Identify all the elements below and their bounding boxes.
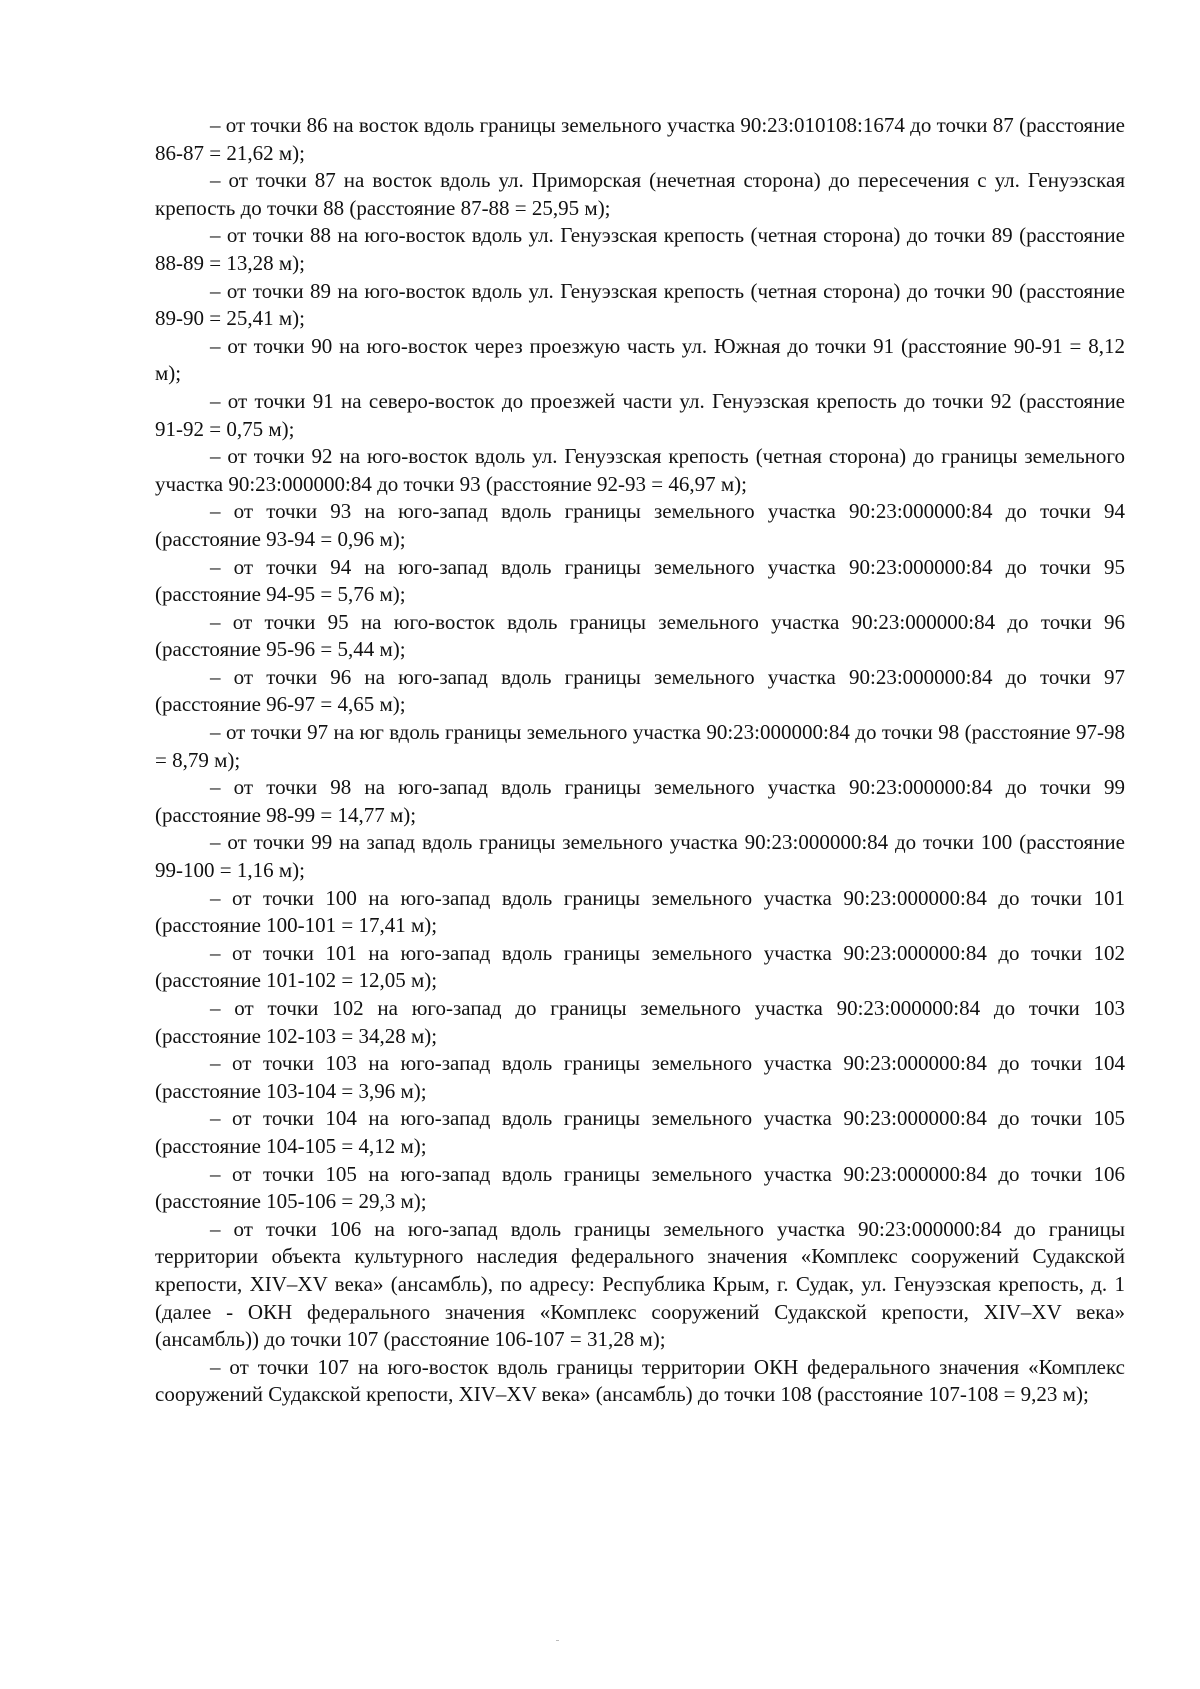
boundary-paragraph: – от точки 96 на юго-запад вдоль границы земельного участка 90:23:000000:84 до точки 97 (расстояние 96-97 = 4,65 м); <box>155 664 1125 717</box>
boundary-paragraph: – от точки 104 на юго-запад вдоль границы земельного участка 90:23:000000:84 до точки 105 (расстояние 104-105 = 4,12 м); <box>155 1106 1125 1158</box>
boundary-paragraph: – от точки 87 на восток вдоль ул. Приморская (нечетная сторона) до пересечения с ул. Генуэзская крепость до точки 88 (расстояние 87-88 = 25,95 м); <box>155 168 1125 220</box>
boundary-paragraph: – от точки 107 на юго-восток вдоль границы территории ОКН федерального значения «Комплекс сооружений Судакской крепости, XIV–XV века» (ансамбль) до точки 108 (расстояние 107-108 = 9,23 м); <box>155 1354 1125 1407</box>
boundary-paragraph: – от точки 106 на юго-запад вдоль границы земельного участка 90:23:000000:84 до границы территории объекта культурного наследия федерального значения «Комплекс сооружений Судакской крепости, XIV–XV века» (ансамбль), по адресу: Республика Крым, г. Судак, ул. Генуэзская крепость, д. 1 (далее - ОКН федерального значения «Комплекс сооружений Судакской крепости, XIV–XV века» (ансамбль)) до точки 107 (расстояние 106-107 = 31,28 м); <box>155 1216 1125 1352</box>
boundary-paragraph: – от точки 94 на юго-запад вдоль границы земельного участка 90:23:000000:84 до точки 95 (расстояние 94-95 = 5,76 м); <box>155 554 1125 607</box>
boundary-paragraph: – от точки 92 на юго-восток вдоль ул. Генуэзская крепость (четная сторона) до границы земельного участка 90:23:000000:84 до точки 93 (расстояние 92-93 = 46,97 м); <box>155 444 1125 496</box>
boundary-paragraph: – от точки 98 на юго-запад вдоль границы земельного участка 90:23:000000:84 до точки 99 (расстояние 98-99 = 14,77 м); <box>155 775 1125 827</box>
boundary-paragraph: – от точки 100 на юго-запад вдоль границы земельного участка 90:23:000000:84 до точки 101 (расстояние 100-101 = 17,41 м); <box>155 885 1125 938</box>
boundary-paragraph: – от точки 91 на северо-восток до проезжей части ул. Генуэзская крепость до точки 92 (расстояние 91-92 = 0,75 м); <box>155 388 1125 441</box>
document-body <box>155 112 1125 1409</box>
boundary-paragraph: – от точки 103 на юго-запад вдоль границы земельного участка 90:23:000000:84 до точки 104 (расстояние 103-104 = 3,96 м); <box>155 1051 1125 1103</box>
scan-speck <box>556 1640 559 1641</box>
boundary-paragraph: – от точки 102 на юго-запад до границы земельного участка 90:23:000000:84 до точки 103 (расстояние 102-103 = 34,28 м); <box>155 996 1125 1048</box>
boundary-paragraph: – от точки 101 на юго-запад вдоль границы земельного участка 90:23:000000:84 до точки 102 (расстояние 101-102 = 12,05 м); <box>155 940 1125 993</box>
boundary-paragraph: – от точки 99 на запад вдоль границы земельного участка 90:23:000000:84 до точки 100 (расстояние 99-100 = 1,16 м); <box>155 830 1125 883</box>
boundary-paragraph: – от точки 105 на юго-запад вдоль границы земельного участка 90:23:000000:84 до точки 106 (расстояние 105-106 = 29,3 м); <box>155 1161 1125 1214</box>
boundary-paragraph: – от точки 89 на юго-восток вдоль ул. Генуэзская крепость (четная сторона) до точки 90 (расстояние 89-90 = 25,41 м); <box>155 278 1125 331</box>
boundary-paragraph: – от точки 90 на юго-восток через проезжую часть ул. Южная до точки 91 (расстояние 90-91 = 8,12 м); <box>155 333 1125 386</box>
boundary-paragraph: – от точки 88 на юго-восток вдоль ул. Генуэзская крепость (четная сторона) до точки 89 (расстояние 88-89 = 13,28 м); <box>155 223 1125 275</box>
boundary-paragraph: – от точки 86 на восток вдоль границы земельного участка 90:23:010108:1674 до точки 87 (расстояние 86-87 = 21,62 м); <box>155 113 1125 165</box>
boundary-paragraph: – от точки 95 на юго-восток вдоль границы земельного участка 90:23:000000:84 до точки 96 (расстояние 95-96 = 5,44 м); <box>155 609 1125 662</box>
boundary-paragraph: – от точки 93 на юго-запад вдоль границы земельного участка 90:23:000000:84 до точки 94 (расстояние 93-94 = 0,96 м); <box>155 499 1125 551</box>
boundary-paragraph: – от точки 97 на юг вдоль границы земельного участка 90:23:000000:84 до точки 98 (расстояние 97-98 = 8,79 м); <box>155 720 1125 772</box>
